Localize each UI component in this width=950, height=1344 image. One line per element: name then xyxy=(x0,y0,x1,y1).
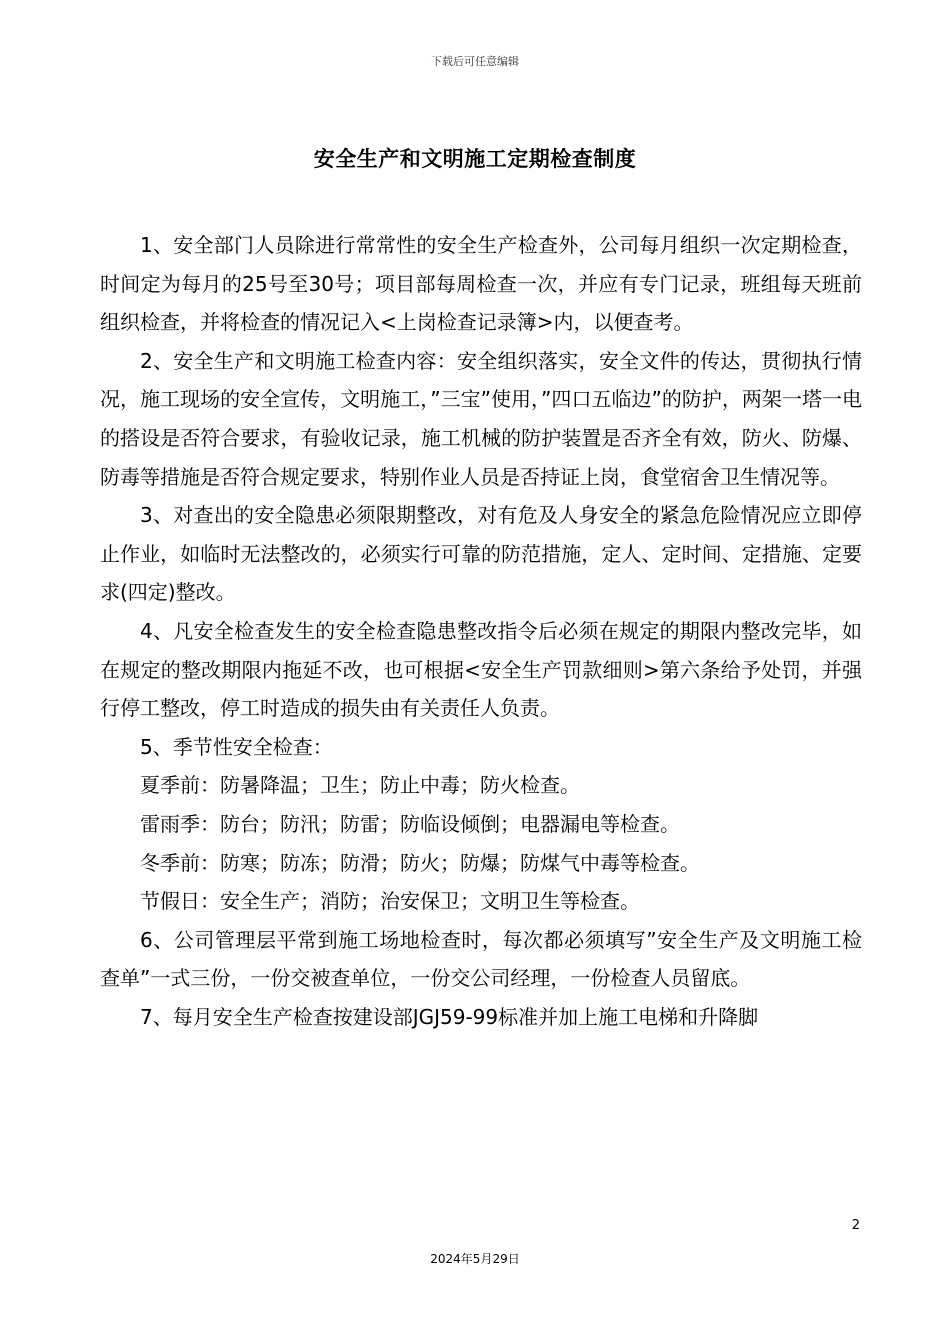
page-number: 2 xyxy=(851,1218,860,1233)
paragraph-2: 2、安全生产和文明施工检查内容：安全组织落实，安全文件的传达，贯彻执行情况，施工现场的安全宣传，文明施工，”三宝”使用，”四口五临边”的防护，两架一塔一电的搭设是否符合要求，有验收记录，施工机械的防护装置是否齐全有效，防火、防爆、防毒等措施是否符合规定要求，特别作业人员是否持证上岗，食堂宿舍卫生情况等。 xyxy=(100,348,862,489)
document-title: 安全生产和文明施工定期检查制度 xyxy=(313,147,637,171)
seasonal-check-rainy: 雷雨季：防台；防汛；防雷；防临设倾倒；电器漏电等检查。 xyxy=(140,811,680,836)
seasonal-check-holiday: 节假日：安全生产；消防；治安保卫；文明卫生等检查。 xyxy=(140,889,640,914)
paragraph-1: 1、安全部门人员除进行常常性的安全生产检查外，公司每月组织一次定期检查，时间定为每月的25号至30号；项目部每周检查一次，并应有专门记录，班组每天班前组织检查，并将检查的情况记入<上岗检查记录簿>内，以便查考。 xyxy=(100,233,862,335)
paragraph-4: 4、凡安全检查发生的安全检查隐患整改指令后必须在规定的期限内整改完毕，如在规定的整改期限内拖延不改，也可根据<安全生产罚款细则>第六条给予处罚，并强行停工整改，停工时造成的损失由有关责任人负责。 xyxy=(100,618,862,721)
page-footer-date: 2024年5月29日 xyxy=(430,1252,520,1266)
paragraph-7: 7、每月安全生产检查按建设部JGJ59-99标准并加上施工电梯和升降脚 xyxy=(140,1004,759,1029)
paragraph-6: 6、公司管理层平常到施工场地检查时，每次都必须填写”安全生产及文明施工检查单”一式三份，一份交被查单位，一份交公司经理，一份检查人员留底。 xyxy=(100,927,862,991)
seasonal-check-summer: 夏季前：防暑降温；卫生；防止中毒；防火检查。 xyxy=(140,773,580,798)
document-body xyxy=(100,226,862,1036)
seasonal-check-winter: 冬季前：防寒；防冻；防滑；防火；防爆；防煤气中毒等检查。 xyxy=(140,850,700,875)
page-header: 下载后可任意编辑 xyxy=(431,55,519,68)
paragraph-5: 5、季节性安全检查： xyxy=(140,734,333,759)
paragraph-3: 3、对查出的安全隐患必须限期整改，对有危及人身安全的紧急危险情况应立即停止作业，如临时无法整改的，必须实行可靠的防范措施，定人、定时间、定措施、定要求(四定)整改。 xyxy=(100,503,862,605)
